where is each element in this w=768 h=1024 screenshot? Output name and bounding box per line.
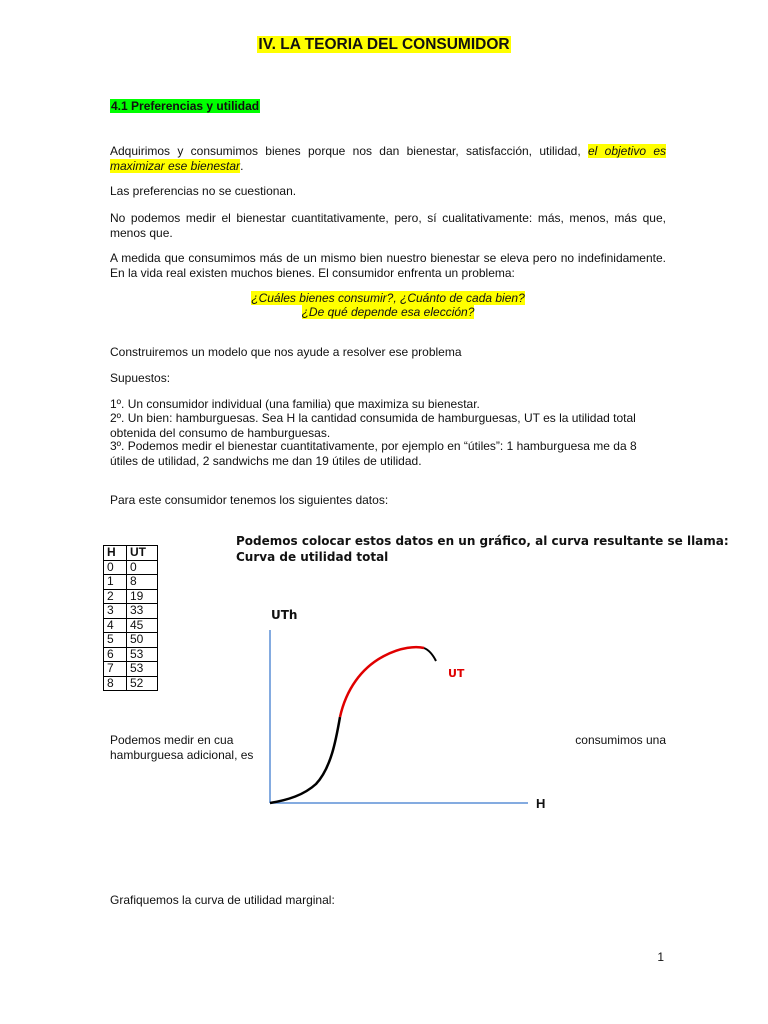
table-cell: 8 bbox=[104, 676, 127, 691]
paragraph-1-text: Adquirimos y consumimos bienes porque nos dan bienestar, satisfacción, utilidad, bbox=[110, 144, 588, 158]
paragraph-5: Construiremos un modelo que nos ayude a resolver ese problema bbox=[110, 345, 462, 359]
paragraph-8-line-2: hamburguesa adicional, es bbox=[110, 748, 254, 762]
paragraph-1-end: . bbox=[240, 158, 244, 173]
table-cell: 6 bbox=[104, 647, 127, 662]
table-cell: 7 bbox=[104, 662, 127, 677]
paragraph-9: Grafiquemos la curva de utilidad marginal: bbox=[110, 893, 335, 907]
table-row bbox=[104, 560, 158, 575]
question-2: ¿De qué depende esa elección? bbox=[301, 305, 475, 319]
table-cell: 0 bbox=[127, 560, 158, 575]
table-cell: 50 bbox=[127, 633, 158, 648]
assumption-2: 2º. Un bien: hamburguesas. Sea H la cantidad consumida de hamburguesas, UT es la utilidad total obtenida del consumo de hamburguesas. bbox=[110, 411, 636, 440]
ut-curve-upper-segment bbox=[340, 647, 424, 717]
table-row bbox=[104, 604, 158, 619]
table-cell: 8 bbox=[127, 575, 158, 590]
assumptions-label: Supuestos: bbox=[110, 371, 171, 385]
series-label-ut: UT bbox=[448, 667, 465, 680]
table-cell: 53 bbox=[127, 662, 158, 677]
table-row bbox=[104, 676, 158, 691]
paragraph-2: Las preferencias no se cuestionan. bbox=[110, 184, 297, 198]
graph-caption-line-2: Curva de utilidad total bbox=[236, 550, 389, 564]
question-1: ¿Cuáles bienes consumir?, ¿Cuánto de cada bien? bbox=[251, 291, 525, 305]
graph-caption bbox=[236, 533, 729, 565]
ut-curve-tail-segment bbox=[424, 648, 436, 661]
x-axis-label: H bbox=[536, 796, 546, 811]
page-number: 1 bbox=[657, 950, 664, 964]
section-heading: 4.1 Preferencias y utilidad bbox=[111, 99, 260, 113]
utility-table bbox=[103, 545, 158, 691]
table-cell: 5 bbox=[104, 633, 127, 648]
total-utility-graph bbox=[236, 600, 556, 820]
table-cell: 2 bbox=[104, 589, 127, 604]
paragraph-8-right: consumimos una bbox=[575, 733, 666, 747]
paragraph-4: A medida que consumimos más de un mismo bien nuestro bienestar se eleva pero no indefinidamente. En la vida real existen muchos bienes. El consumidor enfrenta un problema: bbox=[110, 251, 666, 280]
paragraph-1 bbox=[110, 144, 666, 173]
table-cell: 1 bbox=[104, 575, 127, 590]
table-cell: 19 bbox=[127, 589, 158, 604]
paragraph-7: Para este consumidor tenemos los siguientes datos: bbox=[110, 493, 389, 507]
table-cell: 4 bbox=[104, 618, 127, 633]
paragraph-3: No podemos medir el bienestar cuantitativamente, pero, sí cualitativamente: más, menos, más que, menos que. bbox=[110, 211, 666, 240]
table-header: H bbox=[104, 546, 127, 561]
table-cell: 0 bbox=[104, 560, 127, 575]
table-row bbox=[104, 618, 158, 633]
table-row bbox=[104, 575, 158, 590]
paragraph-1-highlight: el objetivo es maximizar ese bienestar bbox=[110, 144, 666, 173]
assumption-3: 3º. Podemos medir el bienestar cuantitativamente, por ejemplo en “útiles”: 1 hamburguesa me da 8 útiles de utilidad, 2 sandwichs me dan 19 útiles de utilidad. bbox=[110, 439, 637, 468]
table-cell: 33 bbox=[127, 604, 158, 619]
graph-caption-line-1: Podemos colocar estos datos en un gráfico, al curva resultante se llama: bbox=[236, 534, 729, 548]
table-row bbox=[104, 647, 158, 662]
graph-background-patch bbox=[267, 728, 298, 778]
table-header: UT bbox=[127, 546, 158, 561]
table-cell: 53 bbox=[127, 647, 158, 662]
table-row bbox=[104, 662, 158, 677]
table-row bbox=[104, 589, 158, 604]
table-cell: 45 bbox=[127, 618, 158, 633]
paragraph-8-left: Podemos medir en cua bbox=[110, 733, 234, 747]
y-axis-label: UTh bbox=[271, 608, 298, 622]
table-cell: 3 bbox=[104, 604, 127, 619]
table-row bbox=[104, 633, 158, 648]
assumption-1: 1º. Un consumidor individual (una familia) que maximiza su bienestar. bbox=[110, 397, 480, 411]
table-header-row bbox=[104, 546, 158, 561]
table-cell: 52 bbox=[127, 676, 158, 691]
page-title: IV. LA TEORIA DEL CONSUMIDOR bbox=[258, 36, 510, 53]
